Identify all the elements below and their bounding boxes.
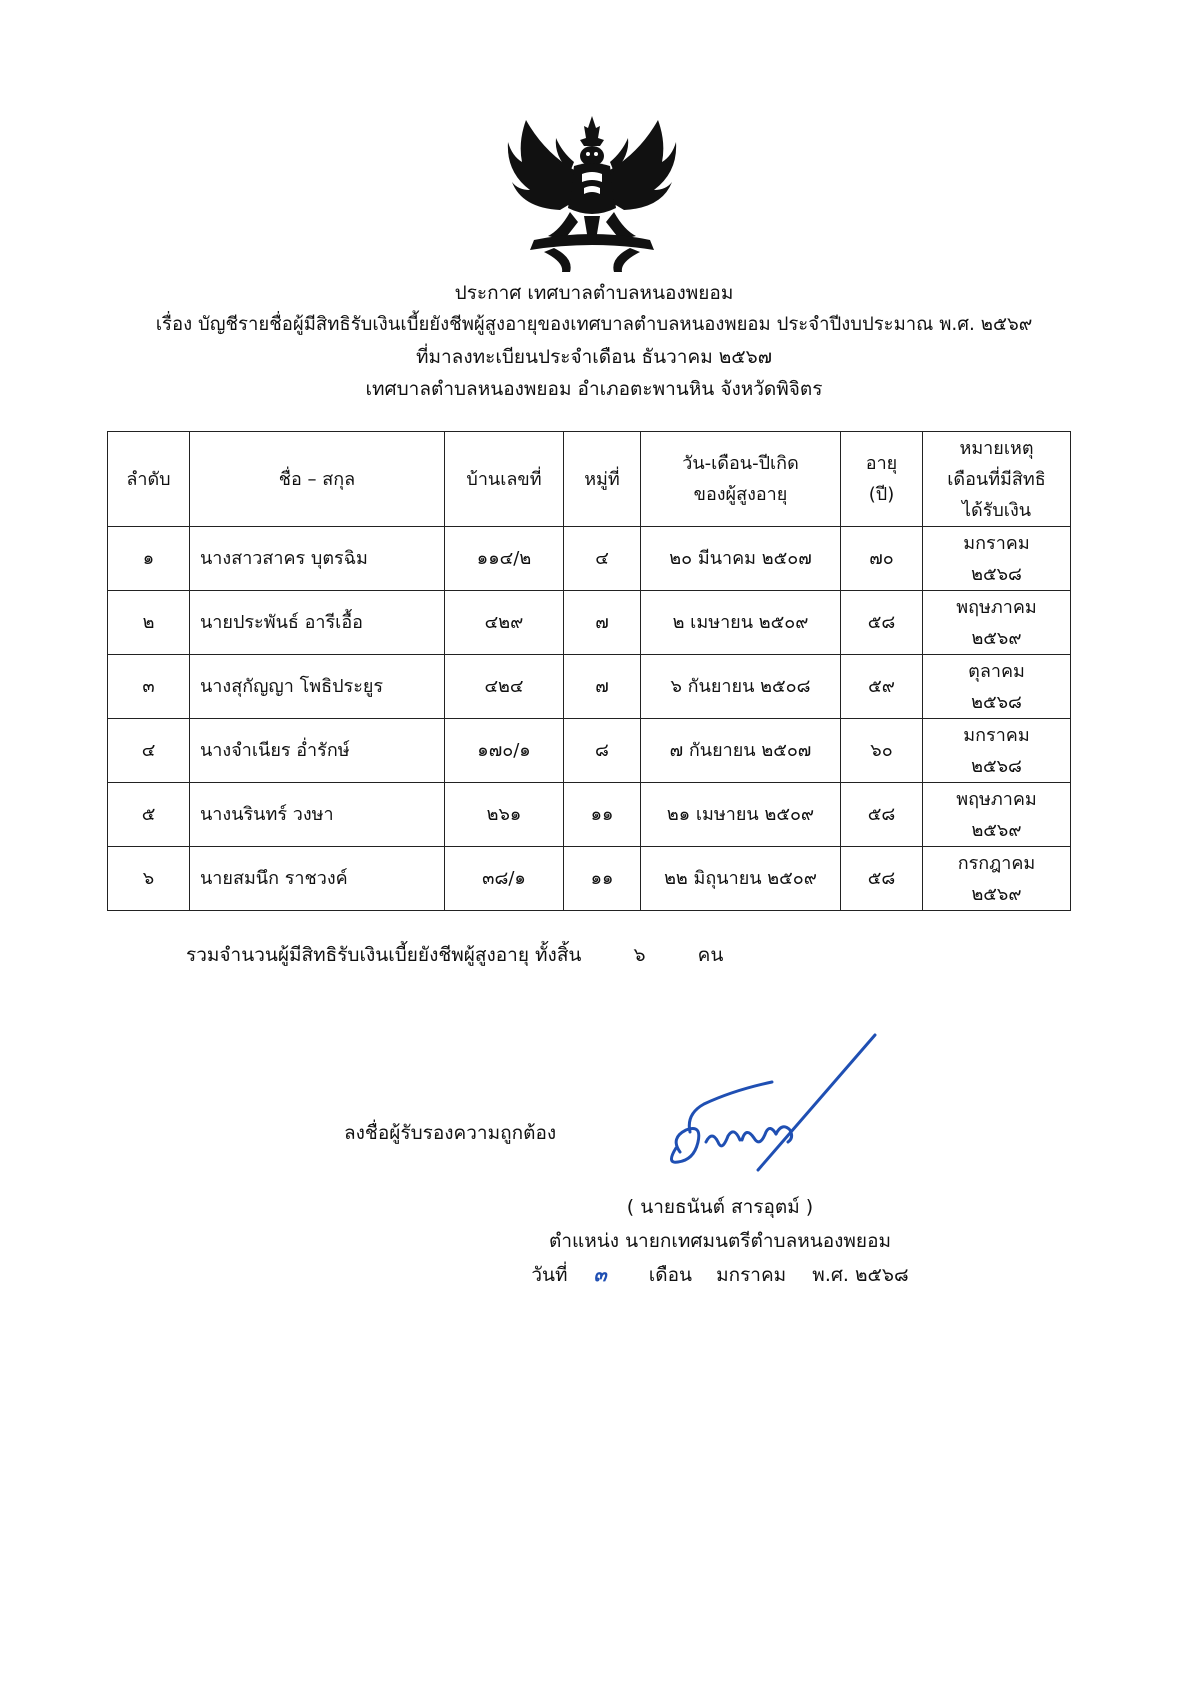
header-dob-line2: ของผู้สูงอายุ [693, 484, 788, 505]
table-row [108, 655, 1071, 719]
header-age-line1: อายุ [865, 453, 898, 474]
cell-dob: ๖ กันยายน ๒๕๐๘ [641, 655, 841, 719]
cell-name: นายประพันธ์ อารีเอื้อ [190, 591, 445, 655]
cell-age: ๕๙ [841, 655, 923, 719]
cell-moo: ๘ [564, 719, 641, 783]
cell-note-year: ๒๕๖๘ [971, 691, 1022, 713]
cell-house: ๑๑๔/๒ [445, 527, 564, 591]
cell-note [923, 847, 1071, 911]
cell-moo: ๔ [564, 527, 641, 591]
table-row [108, 783, 1071, 847]
cell-dob: ๒๒ มิถุนายน ๒๕๐๙ [641, 847, 841, 911]
cell-dob: ๗ กันยายน ๒๕๐๗ [641, 719, 841, 783]
total-summary [186, 940, 723, 970]
registration-month: ที่มาลงทะเบียนประจำเดือน ธันวาคม ๒๕๖๗ [415, 346, 773, 368]
cell-house: ๔๒๔ [445, 655, 564, 719]
cell-note-month: ตุลาคม [968, 660, 1025, 682]
cell-note-year: ๒๕๖๙ [971, 819, 1022, 841]
cell-no: ๔ [108, 719, 190, 783]
cell-note [923, 591, 1071, 655]
cell-note-year: ๒๕๖๙ [971, 627, 1022, 649]
total-unit: คน [697, 944, 724, 966]
header-note [923, 432, 1071, 527]
cell-note [923, 719, 1071, 783]
cell-house: ๔๒๙ [445, 591, 564, 655]
cell-name: นางสาวสาคร บุตรฉิม [190, 527, 445, 591]
cell-house: ๑๗๐/๑ [445, 719, 564, 783]
cell-name: นางสุกัญญา โพธิประยูร [190, 655, 445, 719]
document-header [0, 277, 1188, 405]
cell-name: นางนรินทร์ วงษา [190, 783, 445, 847]
table-row [108, 527, 1071, 591]
cell-name: นางจำเนียร อ่ำรักษ์ [190, 719, 445, 783]
cell-age: ๕๘ [841, 591, 923, 655]
table-row [108, 591, 1071, 655]
garuda-emblem-icon [504, 112, 680, 272]
cell-note-month: มกราคม [963, 532, 1030, 554]
announcement-title: ประกาศ เทศบาลตำบลหนองพยอม [454, 282, 734, 304]
cell-note [923, 783, 1071, 847]
header-name: ชื่อ – สกุล [190, 432, 445, 527]
cell-note-month: กรกฎาคม [957, 852, 1036, 874]
table-header-row [108, 432, 1071, 527]
cell-age: ๕๘ [841, 783, 923, 847]
header-house: บ้านเลขที่ [445, 432, 564, 527]
header-dob [641, 432, 841, 527]
cell-dob: ๒ เมษายน ๒๕๐๙ [641, 591, 841, 655]
header-age-line2: (ปี) [868, 484, 895, 505]
total-label: รวมจำนวนผู้มีสิทธิรับเงินเบี้ยยังชีพผู้สูงอายุ ทั้งสิ้น [186, 944, 582, 966]
signer-block [420, 1190, 1020, 1292]
date-month: มกราคม [716, 1264, 787, 1286]
cell-note-month: มกราคม [963, 724, 1030, 746]
cell-note-year: ๒๕๖๘ [971, 755, 1022, 777]
cell-moo: ๑๑ [564, 847, 641, 911]
cell-no: ๕ [108, 783, 190, 847]
beneficiary-table [107, 431, 1071, 911]
cell-note-year: ๒๕๖๘ [971, 563, 1022, 585]
cell-note [923, 527, 1071, 591]
cell-moo: ๗ [564, 591, 641, 655]
cell-note [923, 655, 1071, 719]
handwritten-signature-icon [650, 1030, 890, 1180]
date-day-label: วันที่ [531, 1264, 568, 1286]
header-note-line1: หมายเหตุ [959, 437, 1034, 459]
date-year-label: พ.ศ. [812, 1264, 849, 1286]
header-dob-line1: วัน-เดือน-ปีเกิด [682, 453, 799, 474]
cell-note-year: ๒๕๖๙ [971, 883, 1022, 905]
signer-position: ตำแหน่ง นายกเทศมนตรีตำบลหนองพยอม [548, 1230, 892, 1252]
header-age [841, 432, 923, 527]
cell-no: ๖ [108, 847, 190, 911]
date-year: ๒๕๖๘ [855, 1264, 909, 1286]
cell-dob: ๒๐ มีนาคม ๒๕๐๗ [641, 527, 841, 591]
header-note-line2: เดือนที่มีสิทธิ [947, 468, 1046, 490]
header-no: ลำดับ [108, 432, 190, 527]
cell-dob: ๒๑ เมษายน ๒๕๐๙ [641, 783, 841, 847]
cell-moo: ๗ [564, 655, 641, 719]
organization-location: เทศบาลตำบลหนองพยอม อำเภอตะพานหิน จังหวัดพิจิตร [365, 378, 823, 400]
date-day: ๓ [593, 1264, 607, 1286]
cell-name: นายสมนึก ราชวงค์ [190, 847, 445, 911]
total-count: ๖ [633, 944, 646, 966]
cell-house: ๓๘/๑ [445, 847, 564, 911]
cell-note-month: พฤษภาคม [956, 596, 1037, 618]
certify-label: ลงชื่อผู้รับรองความถูกต้อง [344, 1122, 557, 1144]
cell-no: ๒ [108, 591, 190, 655]
cell-age: ๕๘ [841, 847, 923, 911]
header-note-line3: ได้รับเงิน [961, 499, 1032, 521]
signed-date [420, 1258, 1020, 1292]
cell-note-month: พฤษภาคม [956, 788, 1037, 810]
cell-house: ๒๖๑ [445, 783, 564, 847]
cell-no: ๑ [108, 527, 190, 591]
header-moo: หมู่ที่ [564, 432, 641, 527]
cell-no: ๓ [108, 655, 190, 719]
cell-moo: ๑๑ [564, 783, 641, 847]
table-row [108, 847, 1071, 911]
table-row [108, 719, 1071, 783]
cell-age: ๗๐ [841, 527, 923, 591]
announcement-subject: เรื่อง บัญชีรายชื่อผู้มีสิทธิรับเงินเบี้ยยังชีพผู้สูงอายุของเทศบาลตำบลหนองพยอม ประจำปีงบประมาณ พ.ศ. ๒๕๖๙ [155, 314, 1033, 335]
date-month-label: เดือน [648, 1264, 692, 1286]
cell-age: ๖๐ [841, 719, 923, 783]
signer-name: ( นายธนันต์ สารอุตม์ ) [626, 1196, 814, 1218]
